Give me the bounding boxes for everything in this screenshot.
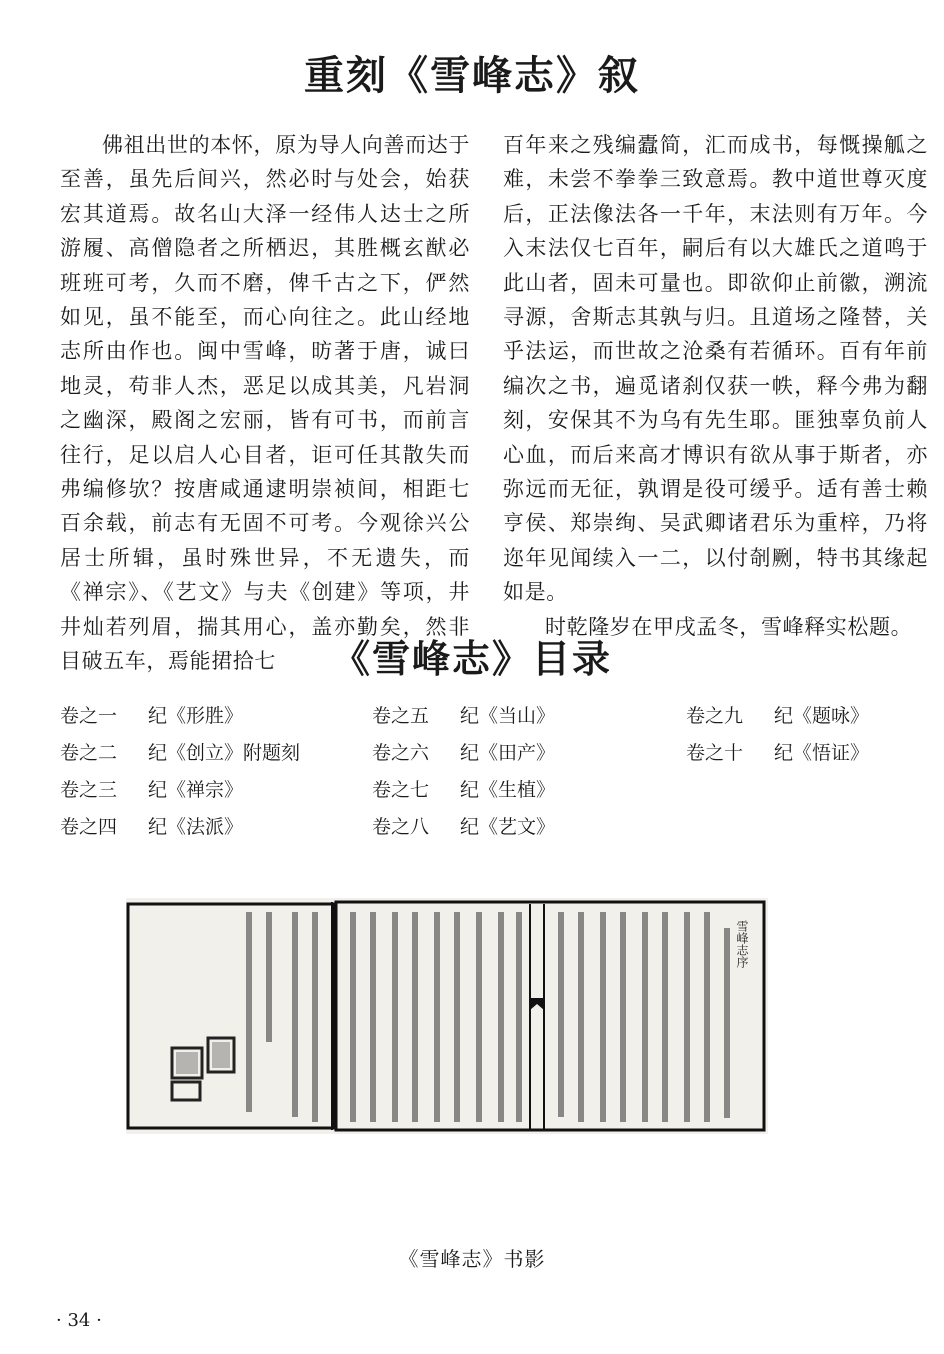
toc-column-2 (372, 698, 555, 846)
toc-volume: 卷之九 (686, 705, 744, 727)
toc-item (60, 809, 300, 846)
preface-right-column (503, 128, 928, 644)
toc-column-3 (686, 698, 869, 772)
figure-caption: 《雪峰志》书影 (398, 1247, 546, 1271)
toc-volume: 卷之一 (60, 705, 118, 727)
toc-volume: 卷之五 (372, 705, 430, 727)
toc-item (372, 809, 555, 846)
toc-chapter: 纪《禅宗》 (148, 779, 244, 801)
toc-chapter: 纪《创立》附题刻 (148, 742, 301, 764)
toc-volume: 卷之七 (372, 779, 430, 801)
page-number: · 34 · (56, 1310, 102, 1331)
toc-item (60, 735, 300, 772)
toc-item (60, 698, 300, 735)
toc-chapter: 纪《悟证》 (774, 742, 870, 764)
toc-volume: 卷之八 (372, 816, 430, 838)
toc-volume: 卷之二 (60, 742, 118, 764)
toc-item (60, 772, 300, 809)
toc-item (372, 735, 555, 772)
toc-item (686, 735, 869, 772)
preface-paragraph-1-continued: 百年来之残编蠹简，汇而成书，每慨操觚之难，未尝不拳拳三致意焉。教中道世尊灭度后，正法像法各一千年，末法则有万年。今入末法仅七百年，嗣后有以大雄氏之道鸣于此山者，固未可量也。即欲仰止前徽，溯流寻源，舍斯志其孰与归。且道场之隆替，关乎法运，而世故之沧桑有若循环。百有年前编次之书，遍觅诸刹仅获一帙，释今弗为翻刻，安保其不为乌有先生耶。匪独辜负前人心血，而后来高才博识有欲从事于斯者，亦弥远而无征，孰谓是役可缓乎。适有善士赖亨侯、郑崇绚、吴武卿诸君乐为重梓，乃将迩年见闻续入一二，以付剞劂，特书其缘起如是。 (503, 133, 928, 605)
preface-left-column (60, 128, 470, 679)
toc-chapter: 纪《生植》 (460, 779, 556, 801)
toc-column-1 (60, 698, 300, 846)
preface-title: 重刻《雪峰志》叙 (304, 52, 640, 99)
toc-item (686, 698, 869, 735)
toc-volume: 卷之六 (372, 742, 430, 764)
toc-item (372, 698, 555, 735)
toc-volume: 卷之十 (686, 742, 744, 764)
preface-signature: 时乾隆岁在甲戌孟冬，雪峰释实松题。 (545, 614, 913, 639)
toc-chapter: 纪《田产》 (460, 742, 556, 764)
toc-item (372, 772, 555, 809)
toc-volume: 卷之四 (60, 816, 118, 838)
toc-chapter: 纪《题咏》 (774, 705, 870, 727)
book-page-title: 雪峰志序 (735, 920, 749, 968)
toc-chapter: 纪《形胜》 (148, 705, 244, 727)
toc-volume: 卷之三 (60, 779, 118, 801)
toc-chapter: 纪《法派》 (148, 816, 244, 838)
preface-paragraph-1: 佛祖出世的本怀，原为导人向善而达于至善，虽先后间兴，然必时与处会，始获宏其道焉。故名山大泽一经伟人达士之所游履、高僧隐者之所栖迟，其胜概玄猷必班班可考，久而不磨，俾千古之下，俨然如见，虽不能至，而心向往之。此山经地志所由作也。闽中雪峰，昉著于唐，诚曰地灵，苟非人杰，恶足以成其美，凡岩洞之幽深，殿阁之宏丽，皆有可书，而前言往行，足以启人心目者，讵可任其散失而弗编修欤？按唐咸通逮明崇祯间，相距七百余载，前志有无固不可考。今观徐兴公居士所辑，虽时殊世异，不无遗失，而《禅宗》、《艺文》与夫《创建》等项，井井灿若列眉，揣其用心，盖亦勤矣，然非目破五车，焉能捃拾七 (60, 133, 470, 674)
book-scan-image (126, 898, 768, 1134)
toc-chapter: 纪《艺文》 (460, 816, 556, 838)
toc-chapter: 纪《当山》 (460, 705, 556, 727)
toc-title: 《雪峰志》目录 (331, 636, 612, 681)
